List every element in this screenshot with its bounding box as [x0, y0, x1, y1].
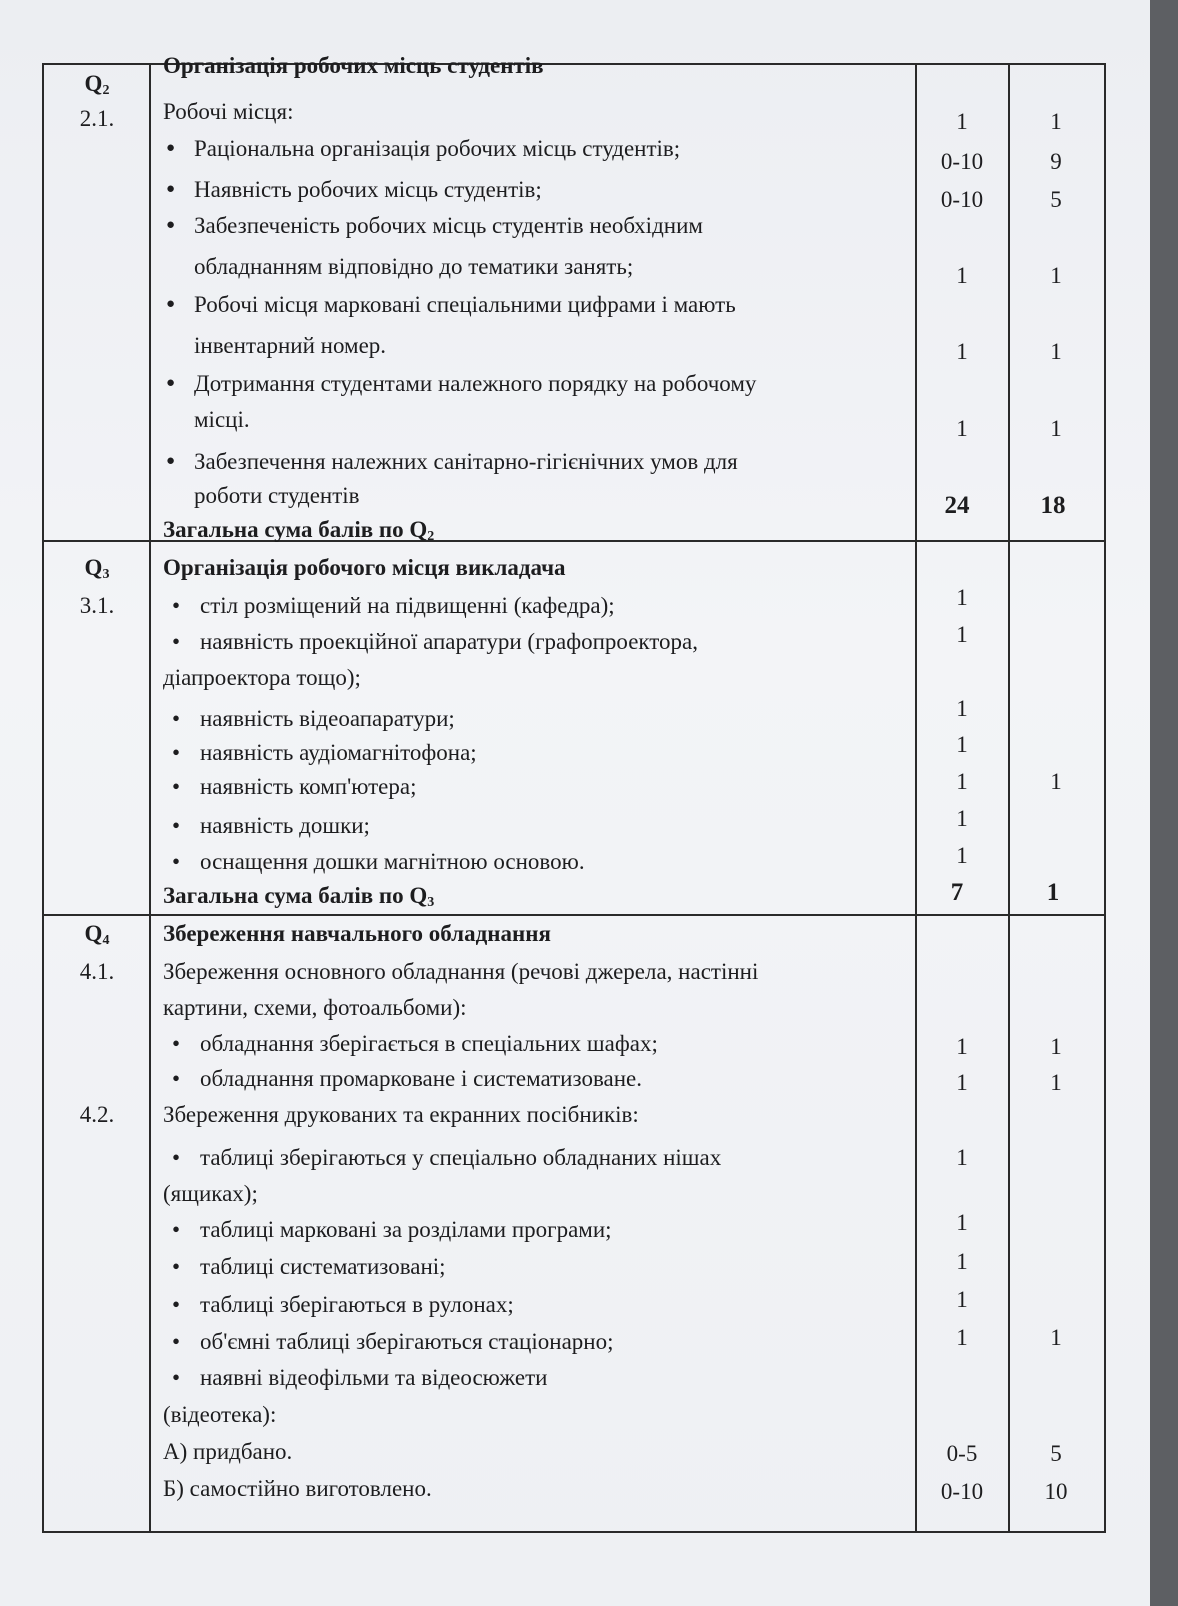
- section-total-label: Загальна сума балів по $Q_3$: [163, 883, 435, 910]
- section-divider: [42, 914, 1106, 916]
- criterion-text: Б) самостійно виготовлено.: [163, 1476, 432, 1501]
- criterion-text: Раціональна організація робочих місць студентів;: [194, 136, 681, 161]
- actual-score: 1: [1050, 109, 1062, 134]
- max-score: 0-5: [946, 1441, 978, 1466]
- max-score: 0-10: [940, 149, 984, 174]
- bullet-icon: ●: [166, 375, 176, 391]
- bullet-icon: •: [172, 1217, 181, 1242]
- table-border-left: [42, 63, 44, 1533]
- bullet-icon: •: [172, 1329, 181, 1354]
- criterion-text: оснащення дошки магнітною основою.: [200, 849, 585, 874]
- bullet-icon: •: [172, 1066, 181, 1091]
- bullet-icon: •: [172, 1254, 181, 1279]
- section-title: Організація робочих місць студентів: [163, 53, 544, 78]
- criterion-text: об'ємні таблиці зберігаються стаціонарно;: [200, 1329, 614, 1354]
- max-score: 1: [956, 1034, 968, 1059]
- max-score: 1: [956, 109, 968, 134]
- criterion-text: обладнання промарковане і систематизоване.: [200, 1066, 642, 1091]
- actual-score: 5: [1050, 187, 1062, 212]
- max-score: 1: [956, 696, 968, 721]
- criterion-text: таблиці зберігаються в рулонах;: [200, 1292, 514, 1317]
- max-score: 1: [956, 769, 968, 794]
- max-score: 1: [956, 1145, 968, 1170]
- total-max-score: 7: [950, 879, 964, 906]
- criterion-text: Дотримання студентами належного порядку на робочому: [194, 371, 757, 396]
- criterion-text: Робочі місця:: [163, 99, 294, 124]
- actual-score: 1: [1050, 263, 1062, 288]
- total-actual-score: 1: [1046, 879, 1060, 906]
- max-score: 0-10: [940, 1479, 984, 1504]
- max-score: 1: [956, 1070, 968, 1095]
- bullet-icon: ●: [166, 217, 176, 233]
- actual-score: 1: [1050, 769, 1062, 794]
- actual-score: 9: [1050, 149, 1062, 174]
- table-border-bottom: [42, 1531, 1106, 1533]
- column-divider: [149, 63, 151, 1533]
- bullet-icon: ●: [166, 453, 176, 469]
- bullet-icon: •: [172, 629, 181, 654]
- actual-score: 1: [1050, 416, 1062, 441]
- max-score: 1: [956, 806, 968, 831]
- max-score: 1: [956, 339, 968, 364]
- column-divider: [915, 63, 917, 1533]
- section-code: $Q_4$: [84, 921, 110, 948]
- criterion-text: стіл розміщений на підвищенні (кафедра);: [200, 593, 615, 618]
- section-number: 4.2.: [79, 1102, 115, 1127]
- criterion-text: таблиці систематизовані;: [200, 1254, 446, 1279]
- max-score: 1: [956, 1287, 968, 1312]
- bullet-icon: •: [172, 706, 181, 731]
- bullet-icon: ●: [166, 140, 176, 156]
- max-score: 1: [956, 843, 968, 868]
- criterion-text: картини, схеми, фотоальбоми):: [163, 995, 467, 1020]
- bullet-icon: •: [172, 849, 181, 874]
- criterion-text: обладнанням відповідно до тематики занять;: [194, 254, 634, 279]
- bullet-icon: •: [172, 1145, 181, 1170]
- bullet-icon: •: [172, 774, 181, 799]
- table-border-right: [1104, 63, 1106, 1533]
- criterion-text: діапроектора тощо);: [163, 665, 361, 690]
- criterion-text: місці.: [194, 407, 250, 432]
- criterion-text: Збереження основного обладнання (речові джерела, настінні: [163, 959, 759, 984]
- bullet-icon: ●: [166, 296, 176, 312]
- section-code: $Q_3$: [84, 555, 110, 582]
- bullet-icon: •: [172, 1292, 181, 1317]
- bullet-icon: •: [172, 740, 181, 765]
- max-score: 1: [956, 1325, 968, 1350]
- criterion-text: інвентарний номер.: [194, 333, 387, 358]
- actual-score: 10: [1044, 1479, 1068, 1504]
- max-score: 0-10: [940, 187, 984, 212]
- criterion-text: (відеотека):: [163, 1402, 277, 1427]
- max-score: 1: [956, 263, 968, 288]
- bullet-icon: •: [172, 813, 181, 838]
- criterion-text: наявність комп'ютера;: [200, 774, 417, 799]
- max-score: 1: [956, 585, 968, 610]
- criterion-text: обладнання зберігається в спеціальних шафах;: [200, 1031, 658, 1056]
- criterion-text: таблиці зберігаються у спеціально обладнаних нішах: [200, 1145, 722, 1170]
- criterion-text: таблиці марковані за розділами програми;: [200, 1217, 612, 1242]
- criterion-text: Робочі місця марковані спеціальними цифрами і мають: [194, 292, 736, 317]
- section-number: 2.1.: [79, 106, 115, 131]
- criterion-text: наявні відеофільми та відеосюжети: [200, 1365, 548, 1390]
- max-score: 1: [956, 416, 968, 441]
- section-code: $Q_2$: [84, 71, 110, 98]
- bullet-icon: •: [172, 1365, 181, 1390]
- criterion-text: роботи студентів: [194, 483, 360, 508]
- max-score: 1: [956, 732, 968, 757]
- actual-score: 1: [1050, 339, 1062, 364]
- criterion-text: Забезпечення належних санітарно-гігієнічних умов для: [194, 449, 738, 474]
- section-title: Збереження навчального обладнання: [163, 921, 551, 946]
- section-total-label: Загальна сума балів по $Q_2$: [163, 517, 435, 544]
- max-score: 1: [956, 1210, 968, 1235]
- criterion-text: Збереження друкованих та екранних посібників:: [163, 1102, 639, 1127]
- section-number: 3.1.: [79, 593, 115, 618]
- actual-score: 1: [1050, 1325, 1062, 1350]
- total-max-score: 24: [944, 492, 970, 519]
- actual-score: 1: [1050, 1034, 1062, 1059]
- bullet-icon: •: [172, 593, 181, 618]
- section-number: 4.1.: [79, 959, 115, 984]
- max-score: 1: [956, 1249, 968, 1274]
- criterion-text: Наявність робочих місць студентів;: [194, 177, 542, 202]
- actual-score: 5: [1050, 1441, 1062, 1466]
- section-title: Організація робочого місця викладача: [163, 555, 566, 580]
- bullet-icon: ●: [166, 181, 176, 197]
- criterion-text: Забезпеченість робочих місць студентів необхідним: [194, 213, 703, 238]
- criterion-text: наявність відеоапаратури;: [200, 706, 455, 731]
- criterion-text: наявність аудіомагнітофона;: [200, 740, 477, 765]
- criterion-text: (ящиках);: [163, 1181, 258, 1206]
- max-score: 1: [956, 622, 968, 647]
- actual-score: 1: [1050, 1070, 1062, 1095]
- criterion-text: наявність дошки;: [200, 813, 370, 838]
- bullet-icon: •: [172, 1031, 181, 1056]
- total-actual-score: 18: [1040, 492, 1066, 519]
- criterion-text: наявність проекційної апаратури (графопроектора,: [200, 629, 699, 654]
- criterion-text: А) придбано.: [163, 1439, 293, 1464]
